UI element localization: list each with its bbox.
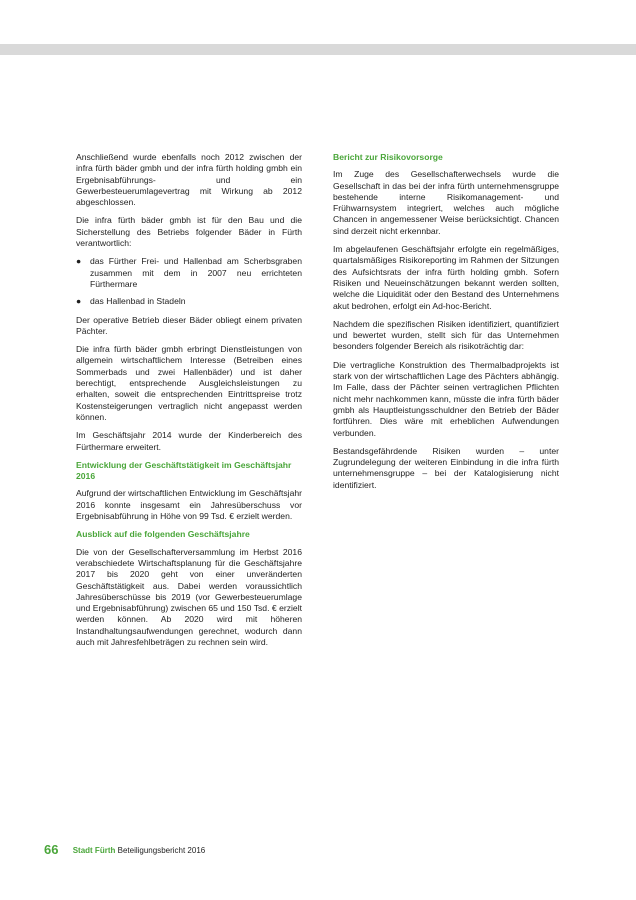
- footer-report-title: Beteiligungsbericht 2016: [117, 846, 206, 855]
- paragraph: Im Zuge des Gesellschafterwechsels wurde die Gesellschaft in das bei der infra fürth unternehmensgruppe bestehende interne Risikomanagement- und Frühwarnsystem integriert, welches auch mögliche Chancen in angemessener Weise berücksichtigt. Chancen sind derzeit nicht erkennbar.: [333, 169, 559, 236]
- section-heading: Entwicklung der Geschäftstätigkeit im Geschäftsjahr 2016: [76, 459, 292, 482]
- left-column: [76, 152, 302, 655]
- bullet-icon: ●: [76, 256, 82, 267]
- list-item: [76, 296, 302, 307]
- list-item: [76, 256, 302, 290]
- section-heading: Ausblick auf die folgenden Geschäftsjahre: [76, 529, 250, 540]
- list-item-text: das Fürther Frei- und Hallenbad am Scherbsgraben zusammen mit dem in 2007 neu errichteten Fürthermare: [90, 256, 302, 289]
- list-item-text: das Hallenbad in Stadeln: [90, 296, 186, 307]
- paragraph: Die vertragliche Konstruktion des Thermalbadprojekts ist stark von der wirtschaftlichen Lage des Pächters abhängig. Im Falle, dass der Pächter seinen vertraglichen Pflichten nicht mehr nachkommen kann, müsste die infra fürth bäder gmbh als Hauptleistungsschuldner den Betrieb der Bäder fortführen. Dies wäre mit erheblichen Aufwendungen verbunden.: [333, 359, 559, 438]
- right-column: [333, 152, 559, 498]
- paragraph: Anschließend wurde ebenfalls noch 2012 zwischen der infra fürth bäder gmbh und der infra fürth holding gmbh ein Ergebnisabführungs- und ein Gewerbesteuerumlagevertrag mit Wirkung ab 2012 abgeschlossen.: [76, 152, 302, 208]
- paragraph: Die infra fürth bäder gmbh ist für den Bau und die Sicherstellung des Betriebs folgender Bäder in Fürth verantwortlich:: [76, 215, 302, 249]
- bullet-icon: ●: [76, 296, 82, 307]
- paragraph: Bestandsgefährdende Risiken wurden – unter Zugrundelegung der weiteren Einbindung in die infra fürth unternehmensgruppe – bei der Katalogisierung nicht identifiziert.: [333, 445, 559, 490]
- paragraph: Der operative Betrieb dieser Bäder obliegt einem privaten Pächter.: [76, 314, 302, 336]
- paragraph: Im Geschäftsjahr 2014 wurde der Kinderbereich des Fürthermare erweitert.: [76, 430, 302, 452]
- section-heading: Bericht zur Risikovorsorge: [333, 152, 443, 162]
- paragraph: Die von der Gesellschafterversammlung im Herbst 2016 verabschiedete Wirtschaftsplanung für die Geschäftsjahre 2017 bis 2020 geht von einer unveränderten Geschäftstätigkeit aus. Dabei werden voraussichtlich Jahresüberschüsse bis 2019 (vor Gewerbesteuerumlage und Ergebnisabführung) zwischen 65 und 150 Tsd. € erzielt werden können. Ab 2020 wird mit höheren Instandhaltungsaufwendungen gerechnet, wodurch dann auch mit Jahresfehlbeträgen zu rechnen sein wird.: [76, 546, 302, 647]
- paragraph: Aufgrund der wirtschaftlichen Entwicklung im Geschäftsjahr 2016 konnte insgesamt ein Jahresüberschuss vor Ergebnisabführung in Höhe von 99 Tsd. € erzielt werden.: [76, 488, 302, 522]
- paragraph: Die infra fürth bäder gmbh erbringt Dienstleistungen von allgemein wirtschaftlichem Interesse (Betreiben eines Sommerbads und zwei Hallenbäder) und ist daher berechtigt, entsprechende Ausgleichsleistungen zu erhalten, soweit die entsprechenden Eintrittspreise trotz Kostensteigerungen vertraglich nicht angepasst werden können.: [76, 344, 302, 422]
- paragraph: Nachdem die spezifischen Risiken identifiziert, quantifiziert und bewertet wurden, stellt sich für das Unternehmen besonders folgender Bereich als risikoträchtig dar:: [333, 318, 559, 352]
- paragraph: Im abgelaufenen Geschäftsjahr erfolgte ein regelmäßiges, quartalsmäßiges Risikoreporting im Rahmen der Sitzungen des Aufsichtsrats der infra fürth holding gmbh. Sofern Risiken und Neueinschätzungen bekannt werden sollten, welche die Liquidität oder den Bestand des Unternehmens akut bedrohen, erfolgt ein Ad-hoc-Bericht.: [333, 244, 559, 311]
- footer-org: Stadt Fürth: [72, 846, 116, 855]
- page-footer: [44, 842, 205, 857]
- page-number: 66: [44, 842, 59, 857]
- top-band: [0, 44, 636, 55]
- bath-list: [76, 256, 302, 307]
